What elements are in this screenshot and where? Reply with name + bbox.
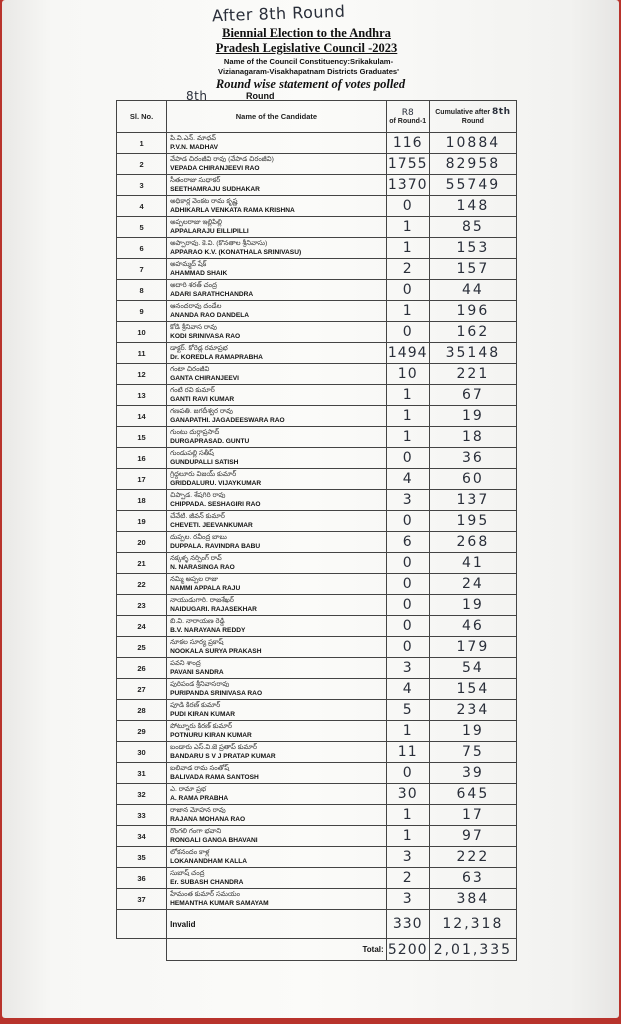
cumulative-votes: 268 <box>456 534 490 550</box>
round-votes: 0 <box>402 324 413 340</box>
candidate-name-english: AHAMMAD SHAIK <box>170 270 228 277</box>
candidate-name-telugu: డాక్టర్. కోరెడ్ల రమాప్రభ <box>170 345 228 352</box>
candidate-name-english: LOKANANDHAM KALLA <box>170 858 248 865</box>
round-votes: 1 <box>402 387 413 403</box>
candidate-name-telugu: కోడి శ్రీనివాస రావు <box>170 324 217 331</box>
table-row <box>117 406 517 427</box>
sl-no: 28 <box>117 700 167 721</box>
round-votes: 0 <box>402 555 413 571</box>
round-votes: 3 <box>402 849 413 865</box>
cumulative-votes: 19 <box>461 597 484 613</box>
candidate-name <box>167 868 387 889</box>
table-row <box>117 322 517 343</box>
cumulative-votes: 17 <box>461 807 484 823</box>
candidate-name-telugu: వేపాడ చిరంజీవి రావు (వేపాడ చిరంజీవి) <box>170 156 274 163</box>
cumulative-votes: 24 <box>461 576 484 592</box>
candidate-name <box>167 406 387 427</box>
sl-no: 31 <box>117 763 167 784</box>
round-votes: 2 <box>402 870 413 886</box>
candidate-name-english: RAJANA MOHANA RAO <box>170 816 246 823</box>
round-votes: 10 <box>397 366 418 382</box>
candidate-name-english: PAVANI SANDRA <box>170 669 224 676</box>
table-row <box>117 574 517 595</box>
candidate-name-telugu: చేవేటి. జీవన్ కుమార్ <box>170 513 225 520</box>
cumulative-votes: 41 <box>461 555 484 571</box>
candidate-name <box>167 427 387 448</box>
cumulative-votes: 234 <box>456 702 490 718</box>
round-votes: 0 <box>402 282 413 298</box>
table-row <box>117 553 517 574</box>
candidate-name <box>167 763 387 784</box>
table-row <box>117 217 517 238</box>
candidate-name-telugu: దుప్పల. రవీంద్ర బాబు <box>170 534 227 541</box>
candidate-name-telugu: సుబాష్ చంద్ర <box>170 870 205 877</box>
candidate-name-telugu: రొంగలి గంగా భవాని <box>170 828 222 835</box>
table-row <box>117 175 517 196</box>
candidate-name-english: CHEVETI. JEEVANKUMAR <box>170 522 253 529</box>
cumulative-votes: 60 <box>461 471 484 487</box>
table-header-row <box>117 101 517 133</box>
candidate-name <box>167 301 387 322</box>
header-candidate-name: Name of the Candidate <box>167 101 387 133</box>
candidate-name-telugu: బి.వి. నారాయణ రెడ్డి <box>170 618 225 625</box>
cumulative-votes: 63 <box>461 870 484 886</box>
candidate-name <box>167 343 387 364</box>
round-votes: 0 <box>402 513 413 529</box>
table-row <box>117 742 517 763</box>
candidate-name-telugu: నక్కళ్ళ నర్సింగ్ రావ్ <box>170 555 222 562</box>
sl-no: 16 <box>117 448 167 469</box>
cumulative-votes: 19 <box>461 723 484 739</box>
candidate-name-english: DURGAPRASAD. GUNTU <box>170 438 250 445</box>
table-row <box>117 364 517 385</box>
table-row <box>117 301 517 322</box>
candidate-name <box>167 259 387 280</box>
candidate-name-english: GANAPATHI. JAGADEESWARA RAO <box>170 417 285 424</box>
title-line-1: Biennial Election to the Andhra <box>222 26 391 40</box>
results-table <box>116 100 517 961</box>
round-votes: 4 <box>402 471 413 487</box>
candidate-name-telugu: నాయుడుగారి. రాజశేఖర్ <box>170 597 234 604</box>
candidate-name <box>167 721 387 742</box>
cumulative-votes: 35148 <box>445 345 501 361</box>
candidate-name-english: Er. SUBASH CHANDRA <box>170 879 244 886</box>
candidate-name <box>167 826 387 847</box>
round-votes: 4 <box>402 681 413 697</box>
candidate-name <box>167 196 387 217</box>
sl-no: 27 <box>117 679 167 700</box>
sl-no: 19 <box>117 511 167 532</box>
sl-no: 17 <box>117 469 167 490</box>
total-round: 5200 <box>387 941 428 958</box>
candidate-name-english: KODI SRINIVASA RAO <box>170 333 241 340</box>
candidate-name-telugu: అహమ్మద్ షేక్ <box>170 261 207 268</box>
candidate-name-telugu: రాజాన మోహన రావు <box>170 807 226 814</box>
header-cumulative <box>429 101 516 133</box>
cumulative-votes: 221 <box>456 366 490 382</box>
candidate-name-telugu: నూకల సూర్య ప్రకాష్ <box>170 639 224 646</box>
sl-no: 26 <box>117 658 167 679</box>
table-row <box>117 889 517 910</box>
candidate-name <box>167 175 387 196</box>
cumulative-votes: 384 <box>456 891 490 907</box>
header-round-hand: R8 <box>401 107 414 118</box>
cumulative-votes: 179 <box>456 639 490 655</box>
table-row <box>117 154 517 175</box>
candidate-name-telugu: చిప్పాడ. శేషగిరి రావు <box>170 492 226 499</box>
sl-no: 37 <box>117 889 167 910</box>
candidate-name <box>167 595 387 616</box>
invalid-label: Invalid <box>167 910 387 939</box>
cumulative-votes: 162 <box>456 324 490 340</box>
table-row <box>117 280 517 301</box>
cumulative-votes: 19 <box>461 408 484 424</box>
candidate-name-english: NAIDUGARI. RAJASEKHAR <box>170 606 257 613</box>
candidate-name-telugu: గ్రిద్దలూరు విజయ్ కుమార్ <box>170 471 237 478</box>
total-label: Total: <box>167 939 387 961</box>
round-votes: 1 <box>402 723 413 739</box>
candidate-name-english: ADHIKARLA VENKATA RAMA KRISHNA <box>170 207 295 214</box>
sl-no: 14 <box>117 406 167 427</box>
round-votes: 0 <box>402 639 413 655</box>
candidate-name-english: B.V. NARAYANA REDDY <box>170 627 246 634</box>
sl-no: 2 <box>117 154 167 175</box>
cumulative-votes: 157 <box>456 261 490 277</box>
candidate-name <box>167 553 387 574</box>
round-votes: 1 <box>402 240 413 256</box>
sl-no: 30 <box>117 742 167 763</box>
candidate-name <box>167 784 387 805</box>
cumulative-votes: 196 <box>456 303 490 319</box>
candidate-name <box>167 385 387 406</box>
sl-no: 21 <box>117 553 167 574</box>
invalid-row <box>117 910 517 939</box>
round-votes: 0 <box>402 576 413 592</box>
constituency-line-1: Name of the Council Constituency:Srikakulam- <box>223 57 394 66</box>
header-cumulative-label: Cumulative after <box>435 108 491 116</box>
cumulative-votes: 148 <box>456 198 490 214</box>
candidate-name <box>167 889 387 910</box>
cumulative-votes: 55749 <box>445 177 501 193</box>
round-votes: 5 <box>402 702 413 718</box>
constituency-line-2: Vizianagaram-Visakhapatnam Districts Graduates' <box>218 67 399 76</box>
handwritten-title: After 8th Round <box>211 1 346 26</box>
title-line-2: Pradesh Legislative Council -2023 <box>215 41 398 55</box>
candidate-name-english: POTNURU KIRAN KUMAR <box>170 732 252 739</box>
header-sl-no: Sl. No. <box>117 101 167 133</box>
candidate-name-english: ADARI SARATHCHANDRA <box>170 291 254 298</box>
candidate-name-telugu: పురిపండ శ్రీనివాసరావు <box>170 681 230 688</box>
candidate-name <box>167 217 387 238</box>
candidate-name-english: GANTA CHIRANJEEVI <box>170 375 239 382</box>
candidate-name <box>167 511 387 532</box>
candidate-name-telugu: అప్పారావు. కె.వి. (కొనతాల శ్రీనివాసు) <box>170 240 268 247</box>
round-votes: 1494 <box>387 345 428 361</box>
round-votes: 0 <box>402 198 413 214</box>
table-row <box>117 490 517 511</box>
table-row <box>117 133 517 154</box>
table-row <box>117 763 517 784</box>
table-row <box>117 637 517 658</box>
candidate-name-english: APPALARAJU EILLIPILLI <box>170 228 249 235</box>
round-votes: 0 <box>402 618 413 634</box>
candidate-name-english: NOOKALA SURYA PRAKASH <box>170 648 262 655</box>
table-row <box>117 595 517 616</box>
table-body <box>117 133 517 910</box>
header-cumulative-hand: 8th <box>492 106 511 117</box>
candidate-name-english: PUDI KIRAN KUMAR <box>170 711 235 718</box>
sl-no: 12 <box>117 364 167 385</box>
cumulative-votes: 18 <box>461 429 484 445</box>
cumulative-votes: 54 <box>461 660 484 676</box>
candidate-name-telugu: అదారి శరత్ చంద్ర <box>170 282 217 289</box>
table-row <box>117 805 517 826</box>
round-votes: 1 <box>402 219 413 235</box>
total-row <box>117 939 517 961</box>
candidate-name <box>167 469 387 490</box>
sl-no: 18 <box>117 490 167 511</box>
sl-no: 34 <box>117 826 167 847</box>
candidate-name-telugu: లోకనందం కాళ్ల <box>170 849 210 856</box>
candidate-name <box>167 448 387 469</box>
invalid-round: 330 <box>392 916 423 932</box>
sl-no: 4 <box>117 196 167 217</box>
table-row <box>117 679 517 700</box>
total-cumulative: 2,01,335 <box>433 941 513 958</box>
round-label: Round <box>246 91 275 101</box>
cumulative-votes: 67 <box>461 387 484 403</box>
candidate-name-english: RONGALI GANGA BHAVANI <box>170 837 258 844</box>
cumulative-votes: 137 <box>456 492 490 508</box>
round-votes: 2 <box>402 261 413 277</box>
sl-no: 23 <box>117 595 167 616</box>
table-row <box>117 385 517 406</box>
cumulative-votes: 39 <box>461 765 484 781</box>
candidate-name <box>167 322 387 343</box>
round-votes: 11 <box>397 744 418 760</box>
invalid-cumulative: 12,318 <box>442 916 504 932</box>
sl-no: 6 <box>117 238 167 259</box>
table-row <box>117 427 517 448</box>
candidate-name-telugu: సీతంరాజు సుధాకర్ <box>170 177 221 184</box>
candidate-name-english: BALIVADA RAMA SANTOSH <box>170 774 259 781</box>
sl-no: 9 <box>117 301 167 322</box>
table-row <box>117 721 517 742</box>
candidate-name <box>167 490 387 511</box>
sl-no: 8 <box>117 280 167 301</box>
candidate-name-telugu: గుంటు దుర్గాప్రసాద్ <box>170 429 220 436</box>
round-votes: 0 <box>402 597 413 613</box>
candidate-name <box>167 700 387 721</box>
sl-no: 11 <box>117 343 167 364</box>
header-cumulative-round: Round <box>461 117 484 125</box>
cumulative-votes: 97 <box>461 828 484 844</box>
candidate-name-telugu: హేమంత కుమార్ సమయం <box>170 891 241 898</box>
candidate-name-telugu: అప్పలరాజు ఇల్లిపిల్లి <box>170 219 222 226</box>
candidate-name-telugu: పూడి కిరణ్ కుమార్ <box>170 702 221 709</box>
candidate-name-english: P.V.N. MADHAV <box>170 144 219 151</box>
table-row <box>117 343 517 364</box>
sl-no: 1 <box>117 133 167 154</box>
cumulative-votes: 82958 <box>445 156 501 172</box>
candidate-name-english: A. RAMA PRABHA <box>170 795 229 802</box>
cumulative-votes: 44 <box>461 282 484 298</box>
round-votes: 1 <box>402 828 413 844</box>
candidate-name-english: BANDARU S V J PRATAP KUMAR <box>170 753 276 760</box>
candidate-name <box>167 364 387 385</box>
cumulative-votes: 645 <box>456 786 490 802</box>
sl-no: 13 <box>117 385 167 406</box>
table-row <box>117 784 517 805</box>
candidate-name-telugu: పోట్నూరు కిరణ్ కుమార్ <box>170 723 232 730</box>
table-row <box>117 847 517 868</box>
table-row <box>117 196 517 217</box>
table-row <box>117 658 517 679</box>
cumulative-votes: 222 <box>456 849 490 865</box>
round-votes: 1 <box>402 408 413 424</box>
candidate-name <box>167 805 387 826</box>
statement-heading: Round wise statement of votes polled <box>215 77 406 91</box>
sl-no: 24 <box>117 616 167 637</box>
sl-no: 35 <box>117 847 167 868</box>
table-row <box>117 616 517 637</box>
round-votes: 1755 <box>387 156 428 172</box>
candidate-name-english: NAMMI APPALA RAJU <box>170 585 241 592</box>
candidate-name <box>167 574 387 595</box>
sl-no: 32 <box>117 784 167 805</box>
round-votes: 0 <box>402 765 413 781</box>
candidate-name-english: PURIPANDA SRINIVASA RAO <box>170 690 263 697</box>
sl-no: 5 <box>117 217 167 238</box>
candidate-name-english: GANTI RAVI KUMAR <box>170 396 235 403</box>
round-votes: 3 <box>402 660 413 676</box>
candidate-name-telugu: బలివాడ రామ సంతోష్ <box>170 765 230 772</box>
round-votes: 116 <box>392 135 423 151</box>
candidate-name <box>167 847 387 868</box>
candidate-name <box>167 679 387 700</box>
round-votes: 1370 <box>387 177 428 193</box>
table-row <box>117 511 517 532</box>
table-row <box>117 532 517 553</box>
table-row <box>117 238 517 259</box>
table-row <box>117 448 517 469</box>
cumulative-votes: 36 <box>461 450 484 466</box>
cumulative-votes: 195 <box>456 513 490 529</box>
candidate-name-telugu: ఆనందరావు దండేల <box>170 303 222 310</box>
table-row <box>117 826 517 847</box>
candidate-name-telugu: గణపతి. జగదీశ్వర రావు <box>170 408 233 415</box>
candidate-name-english: Dr. KOREDLA RAMAPRABHA <box>170 354 263 361</box>
candidate-name <box>167 742 387 763</box>
cumulative-votes: 10884 <box>445 135 501 151</box>
candidate-name-english: HEMANTHA KUMAR SAMAYAM <box>170 900 269 907</box>
candidate-name-english: SEETHAMRAJU SUDHAKAR <box>170 186 260 193</box>
cumulative-votes: 75 <box>461 744 484 760</box>
candidate-name-telugu: గంటి రవి కుమార్ <box>170 387 215 394</box>
cumulative-votes: 46 <box>461 618 484 634</box>
candidate-name-telugu: బండారు ఎస్.వి.జె ప్రతాప్ కుమార్ <box>170 744 258 751</box>
candidate-name-english: DUPPALA. RAVINDRA BABU <box>170 543 261 550</box>
candidate-name-telugu: అధికార్ల వెంకట రామ కృష్ణ <box>170 198 238 205</box>
candidate-name <box>167 637 387 658</box>
header-round-label: of Round-1 <box>389 117 427 125</box>
candidate-name-english: CHIPPADA. SESHAGIRI RAO <box>170 501 261 508</box>
table-row <box>117 259 517 280</box>
candidate-name-telugu: గుండుపల్లి సతీష్ <box>170 450 214 457</box>
candidate-name <box>167 280 387 301</box>
sl-no: 10 <box>117 322 167 343</box>
table-row <box>117 469 517 490</box>
sl-no: 20 <box>117 532 167 553</box>
sl-no: 25 <box>117 637 167 658</box>
table-row <box>117 868 517 889</box>
candidate-name <box>167 238 387 259</box>
candidate-name-english: GUNDUPALLI SATISH <box>170 459 239 466</box>
sl-no: 3 <box>117 175 167 196</box>
candidate-name-telugu: పి.వి.ఎన్. మాధవ్ <box>170 135 216 142</box>
round-votes: 3 <box>402 492 413 508</box>
sl-no: 29 <box>117 721 167 742</box>
candidate-name-english: APPARAO K.V. (KONATHALA SRINIVASU) <box>170 249 302 256</box>
round-votes: 6 <box>402 534 413 550</box>
round-votes: 1 <box>402 303 413 319</box>
sl-no: 7 <box>117 259 167 280</box>
candidate-name <box>167 532 387 553</box>
candidate-name <box>167 133 387 154</box>
candidate-name <box>167 616 387 637</box>
candidate-name-telugu: గంటా చిరంజీవి <box>170 366 210 373</box>
candidate-name-telugu: పవని శాంద్ర <box>170 660 201 667</box>
sl-no: 15 <box>117 427 167 448</box>
sl-no: 33 <box>117 805 167 826</box>
table-row <box>117 700 517 721</box>
round-votes: 1 <box>402 429 413 445</box>
candidate-name-english: VEPADA CHIRANJEEVI RAO <box>170 165 260 172</box>
candidate-name <box>167 154 387 175</box>
cumulative-votes: 154 <box>456 681 490 697</box>
round-votes: 1 <box>402 807 413 823</box>
candidate-name-telugu: ఎ. రామా ప్రభ <box>170 786 207 793</box>
candidate-name-english: N. NARASINGA RAO <box>170 564 235 571</box>
round-votes: 3 <box>402 891 413 907</box>
candidate-name-telugu: నమ్మి అప్పల రాజు <box>170 576 218 583</box>
round-votes: 30 <box>397 786 418 802</box>
round-handwritten: 8th <box>186 89 208 103</box>
round-votes: 0 <box>402 450 413 466</box>
candidate-name <box>167 658 387 679</box>
candidate-name-english: GRIDDALURU. VIJAYKUMAR <box>170 480 262 487</box>
candidate-name-english: ANANDA RAO DANDELA <box>170 312 250 319</box>
sl-no: 36 <box>117 868 167 889</box>
sl-no: 22 <box>117 574 167 595</box>
cumulative-votes: 153 <box>456 240 490 256</box>
cumulative-votes: 85 <box>461 219 484 235</box>
header-round <box>386 101 429 133</box>
